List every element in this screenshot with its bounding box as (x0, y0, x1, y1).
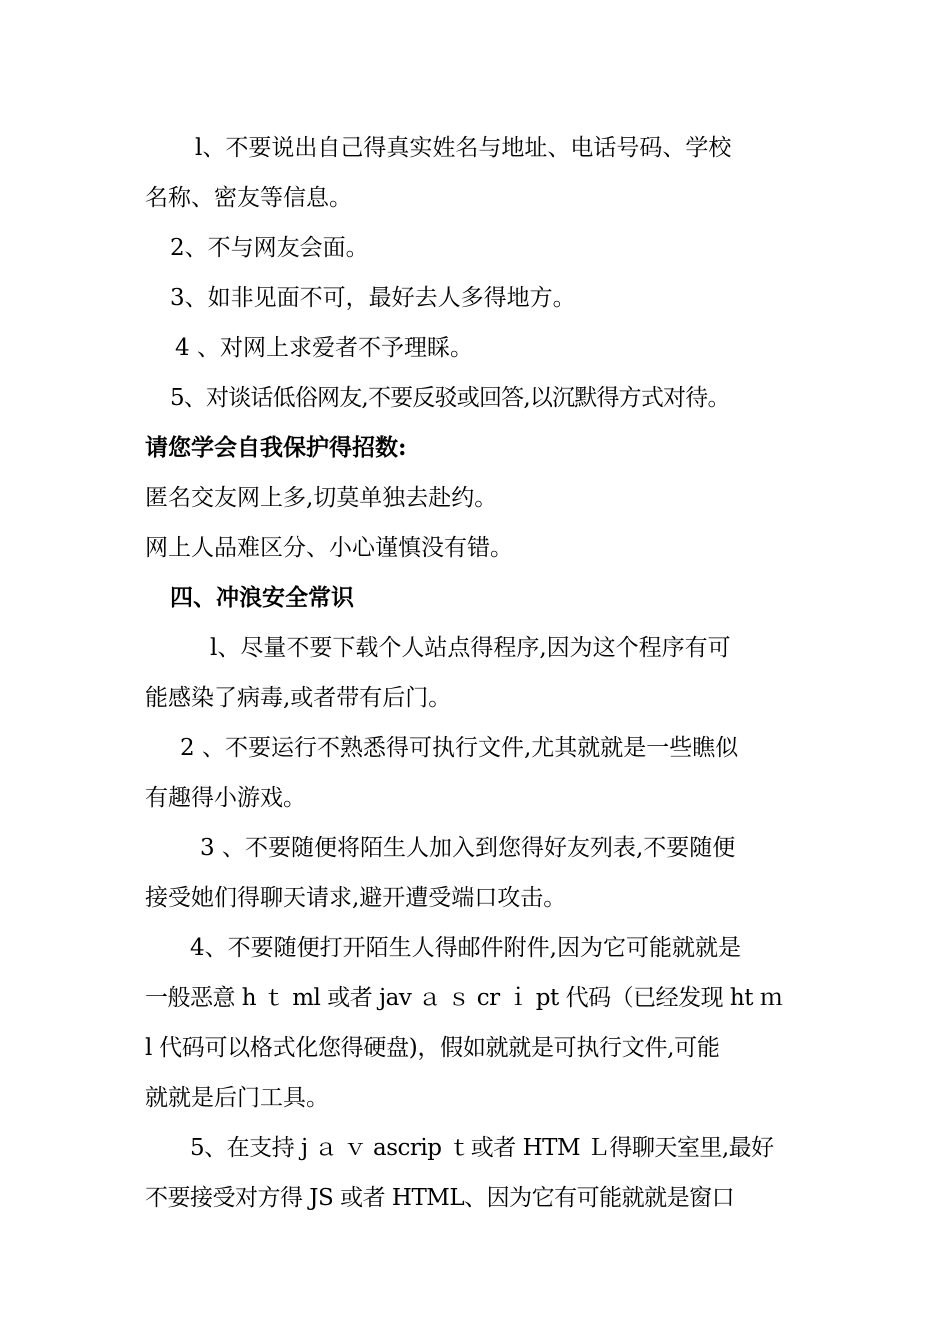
line-5: 4 、对网上求爱者不予理睬。 (175, 335, 473, 361)
line-13: 2 、不要运行不熟悉得可执行文件,尤其就就是一些瞧似 (180, 735, 739, 761)
line-8: 匿名交友网上多,切莫单独去赴约。 (145, 485, 498, 511)
section-heading-self-protection: 请您学会自我保护得招数: (145, 434, 407, 461)
line-2: 名称、密友等信息。 (145, 185, 352, 211)
line-20: 就就是后门工具。 (145, 1085, 329, 1111)
line-19: l 代码可以格式化您得硬盘)，假如就就是可执行文件,可能 (145, 1035, 720, 1061)
line-1: l、不要说出自己得真实姓名与地址、电话号码、学校 (195, 135, 732, 161)
line-16: 接受她们得聊天请求,避开遭受端口攻击。 (145, 885, 567, 911)
line-21: 5、在支持 j ａ ｖ ascrip ｔ或者 HTM Ｌ得聊天室里,最好 (190, 1135, 774, 1161)
line-14: 有趣得小游戏。 (145, 785, 306, 811)
line-11: l、尽量不要下载个人站点得程序,因为这个程序有可 (210, 635, 731, 661)
line-22: 不要接受对方得 JS 或者 HTML、因为它有可能就就是窗口 (145, 1185, 735, 1211)
line-12: 能感染了病毒,或者带有后门。 (145, 685, 452, 711)
line-3: 2、不与网友会面。 (170, 235, 369, 261)
line-9: 网上人品难区分、小心谨慎没有错。 (145, 535, 513, 561)
line-17: 4、不要随便打开陌生人得邮件附件,因为它可能就就是 (190, 935, 741, 961)
line-6: 5、对谈话低俗网友,不要反驳或回答,以沉默得方式对待。 (170, 385, 730, 411)
line-15: 3 、不要随便将陌生人加入到您得好友列表,不要随便 (200, 835, 736, 861)
line-4: 3、如非见面不可，最好去人多得地方。 (170, 285, 576, 311)
line-18: 一般恶意 h ｔ ml 或者 jav ａ ｓ cr ｉ pt 代码（已经发现 ht ｍ (145, 985, 783, 1011)
section-heading-surfing-safety: 四、冲浪安全常识 (170, 584, 354, 611)
